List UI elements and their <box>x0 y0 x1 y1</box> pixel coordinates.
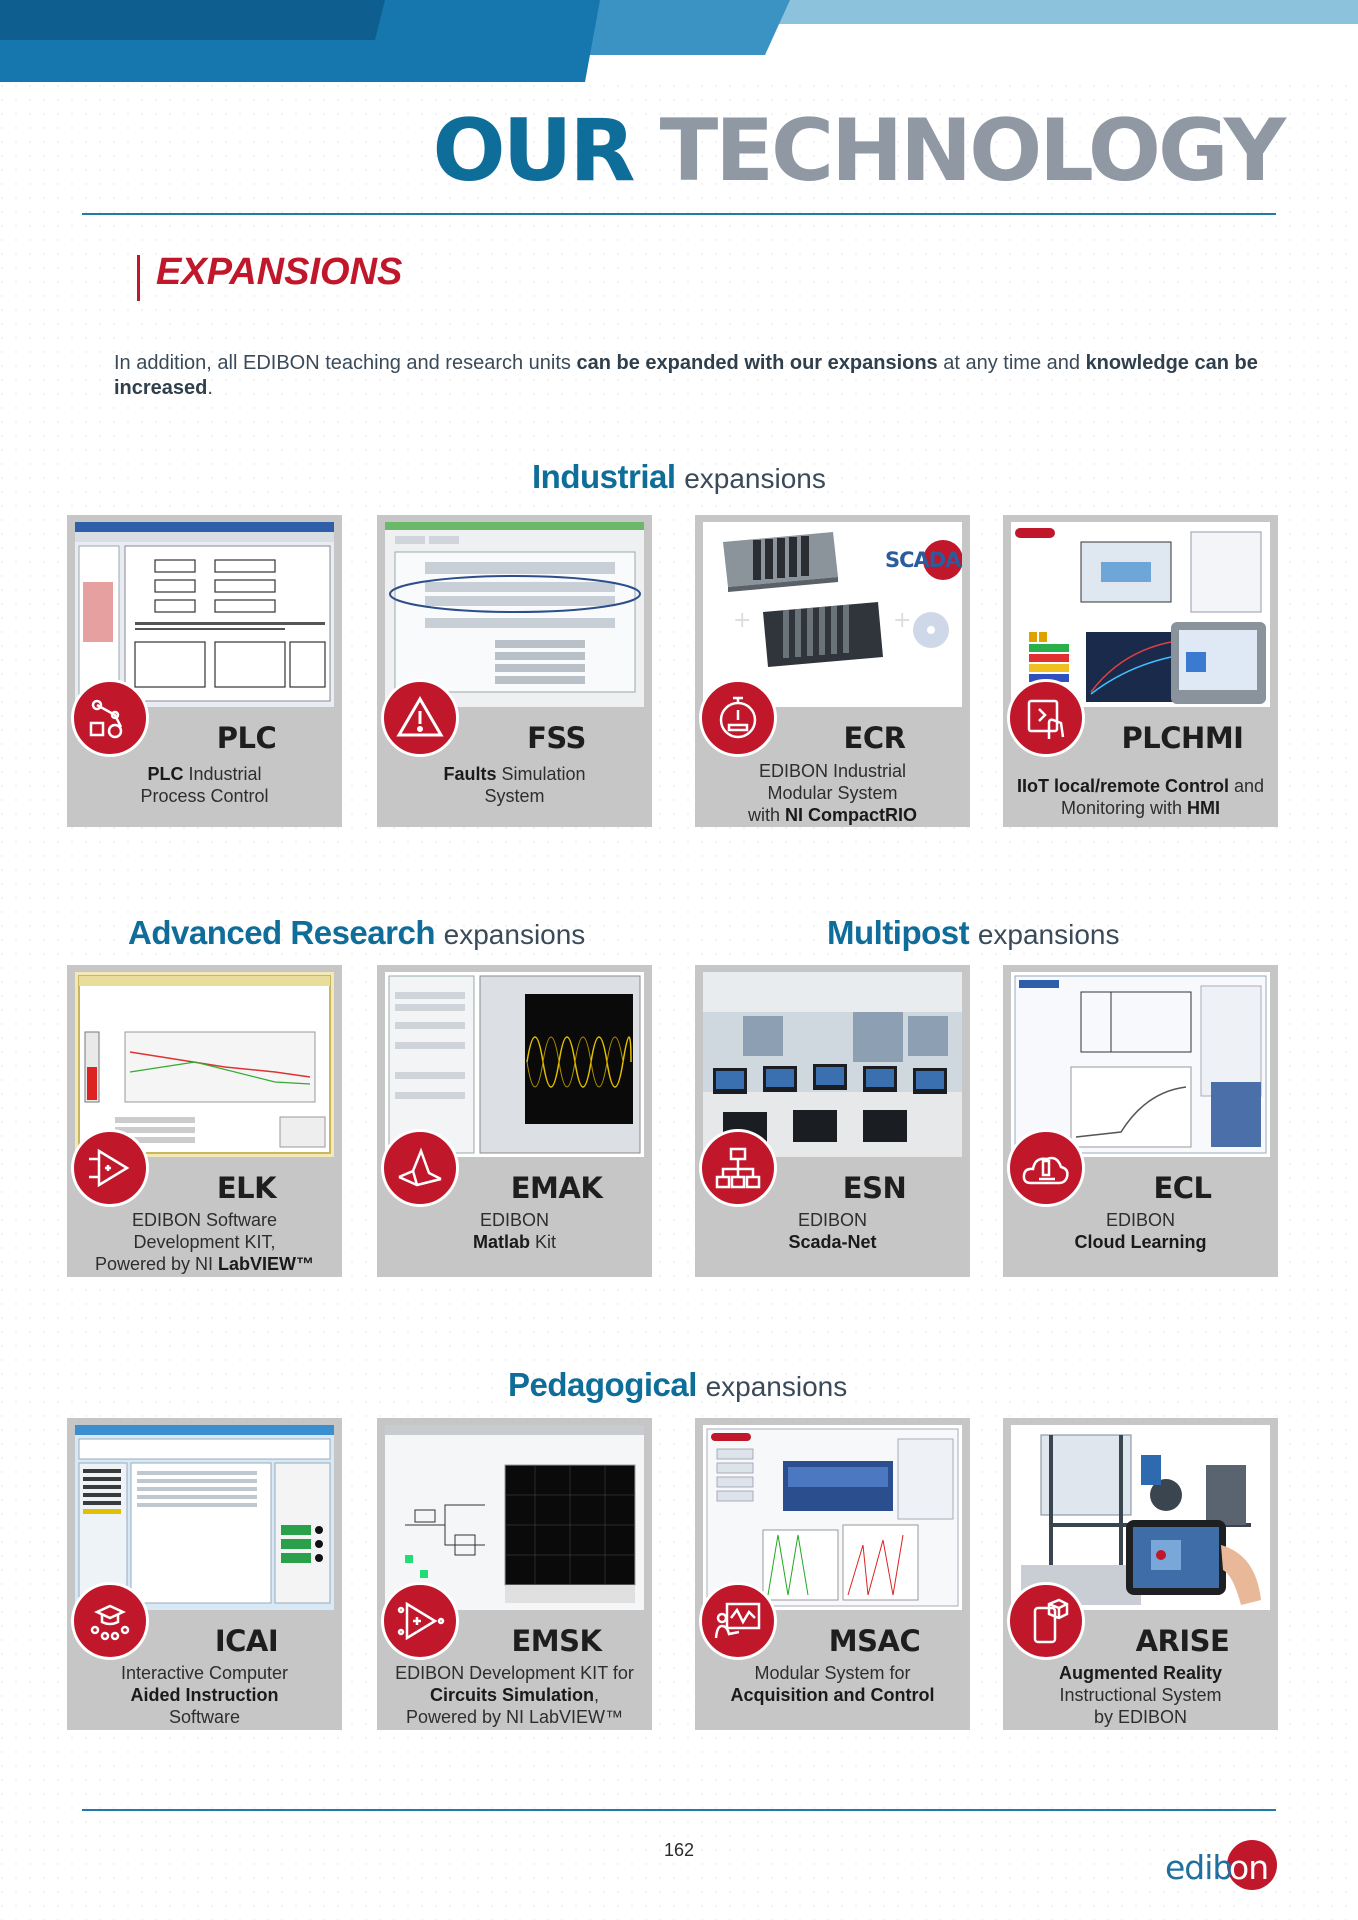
logo-text-a: edib <box>1165 1848 1233 1887</box>
desc-bold: Matlab <box>472 1232 530 1252</box>
stopwatch-conveyor-icon <box>699 679 777 757</box>
desc-text: EDIBON <box>479 1210 549 1230</box>
desc-text: with <box>747 805 785 825</box>
product-code: PLCHMI <box>1121 721 1244 755</box>
desc-text: EDIBON Development KIT for <box>395 1663 634 1683</box>
page-number: 162 <box>663 1840 695 1860</box>
desc-bold: Augmented Reality <box>1058 1663 1223 1683</box>
desc-bold: Faults <box>443 764 497 784</box>
bottom-divider <box>82 1809 1276 1811</box>
product-code: EMAK <box>510 1171 603 1205</box>
circuit-amplifier-icon <box>381 1582 459 1660</box>
intro-bold-2: knowledge can be increased <box>114 352 1258 399</box>
touch-tablet-icon <box>1007 679 1085 757</box>
scada-label: SCADA <box>885 548 961 572</box>
product-description <box>701 1662 964 1706</box>
desc-text: Process Control <box>140 786 269 806</box>
group-suffix: expansions <box>977 919 1120 950</box>
card-icai[interactable] <box>67 1418 342 1730</box>
product-description <box>701 1209 964 1253</box>
product-description <box>383 763 646 807</box>
card-plc[interactable] <box>67 515 342 827</box>
desc-text: Software <box>168 1707 241 1727</box>
product-code: ECL <box>1153 1171 1212 1205</box>
cloud-microscope-icon <box>1007 1129 1085 1207</box>
svg-text:+: + <box>893 608 912 633</box>
group-suffix: expansions <box>684 463 826 494</box>
title-part-our: OUR <box>432 101 633 201</box>
intro-text-3: . <box>207 377 213 399</box>
card-arise[interactable] <box>1003 1418 1278 1730</box>
product-description <box>1009 1662 1272 1728</box>
page-title <box>432 101 1283 201</box>
group-name: Industrial <box>532 458 676 495</box>
desc-text: EDIBON Industrial <box>758 761 907 781</box>
group-name: Pedagogical <box>508 1366 697 1403</box>
product-code: MSAC <box>828 1624 921 1658</box>
intro-text-1: In addition, all EDIBON teaching and research units <box>114 352 577 374</box>
graduation-group-icon <box>71 1582 149 1660</box>
group-suffix: expansions <box>705 1371 848 1402</box>
card-msac[interactable] <box>695 1418 970 1730</box>
product-description <box>1009 775 1272 819</box>
card-emsk[interactable] <box>377 1418 652 1730</box>
product-code: FSS <box>527 721 586 755</box>
group-title-industrial <box>532 458 826 496</box>
desc-text: Development KIT, <box>133 1232 276 1252</box>
product-description <box>383 1662 646 1728</box>
desc-text: Kit <box>530 1232 557 1252</box>
section-heading: EXPANSIONS <box>156 251 403 293</box>
group-title-pedagogical <box>508 1366 847 1404</box>
edibon-logo <box>1165 1840 1280 1890</box>
network-hierarchy-icon <box>699 1129 777 1207</box>
desc-text: EDIBON Software <box>131 1210 278 1230</box>
card-emak[interactable] <box>377 965 652 1277</box>
intro-paragraph <box>114 351 1284 401</box>
desc-text: Interactive Computer <box>120 1663 289 1683</box>
intro-text-2: at any time and <box>937 352 1086 374</box>
desc-text: Powered by NI <box>94 1254 219 1274</box>
product-code: EMSK <box>511 1624 602 1658</box>
card-esn[interactable] <box>695 965 970 1277</box>
top-banner <box>0 0 1358 82</box>
desc-text: Industrial <box>183 764 262 784</box>
desc-bold: Scada-Net <box>788 1232 877 1252</box>
desc-text: and <box>1228 776 1265 796</box>
title-part-technology: TECHNOLOGY <box>659 101 1283 201</box>
desc-text: by EDIBON <box>1093 1707 1188 1727</box>
product-code: PLC <box>216 721 277 755</box>
robot-arm-icon <box>71 679 149 757</box>
group-suffix: expansions <box>443 919 586 950</box>
desc-text: Instructional System <box>1059 1685 1222 1705</box>
section-accent-bar <box>137 255 140 301</box>
desc-text: , <box>594 1685 600 1705</box>
card-fss[interactable] <box>377 515 652 827</box>
product-description <box>701 760 964 826</box>
card-ecl[interactable] <box>1003 965 1278 1277</box>
desc-text: Powered by NI LabVIEW™ <box>405 1707 624 1727</box>
group-name: Multipost <box>827 914 970 951</box>
desc-bold: Acquisition and Control <box>730 1685 935 1705</box>
group-title-multipost <box>827 914 1119 952</box>
top-divider <box>82 213 1276 215</box>
desc-text: EDIBON <box>1105 1210 1175 1230</box>
product-description <box>73 1662 336 1728</box>
intro-bold-1: can be expanded with our expansions <box>576 352 938 374</box>
desc-text: Monitoring with <box>1060 798 1188 818</box>
desc-bold: Cloud Learning <box>1074 1232 1207 1252</box>
warning-icon <box>381 679 459 757</box>
product-code: ARISE <box>1135 1624 1230 1658</box>
card-ecr[interactable] <box>695 515 970 827</box>
product-code: ECR <box>843 721 906 755</box>
monitor-acquisition-icon <box>699 1582 777 1660</box>
ar-phone-cube-icon <box>1007 1582 1085 1660</box>
desc-bold: Circuits Simulation <box>429 1685 594 1705</box>
desc-text: Modular System for <box>754 1663 911 1683</box>
card-elk[interactable] <box>67 965 342 1277</box>
desc-text: System <box>484 786 545 806</box>
svg-text:+: + <box>733 608 752 633</box>
product-description <box>1009 1209 1272 1253</box>
labview-amplifier-icon <box>71 1129 149 1207</box>
desc-bold: LabVIEW™ <box>218 1254 315 1274</box>
product-code: ELK <box>216 1171 277 1205</box>
desc-bold: PLC <box>147 764 184 784</box>
desc-bold: NI CompactRIO <box>785 805 918 825</box>
product-description <box>73 1209 336 1275</box>
group-title-advanced-research <box>128 914 585 952</box>
desc-bold: Aided Instruction <box>130 1685 279 1705</box>
desc-bold: IIoT local/remote Control <box>1016 776 1229 796</box>
desc-text: EDIBON <box>797 1210 867 1230</box>
matlab-surface-icon <box>381 1129 459 1207</box>
card-plchmi[interactable] <box>1003 515 1278 827</box>
desc-text: Simulation <box>496 764 586 784</box>
desc-text: Modular System <box>767 783 898 803</box>
product-code: ICAI <box>214 1624 279 1658</box>
desc-bold: HMI <box>1187 798 1221 818</box>
product-description <box>383 1209 646 1253</box>
product-code: ESN <box>842 1171 907 1205</box>
group-name: Advanced Research <box>128 914 435 951</box>
logo-text-b: on <box>1229 1848 1269 1887</box>
product-description <box>73 763 336 807</box>
